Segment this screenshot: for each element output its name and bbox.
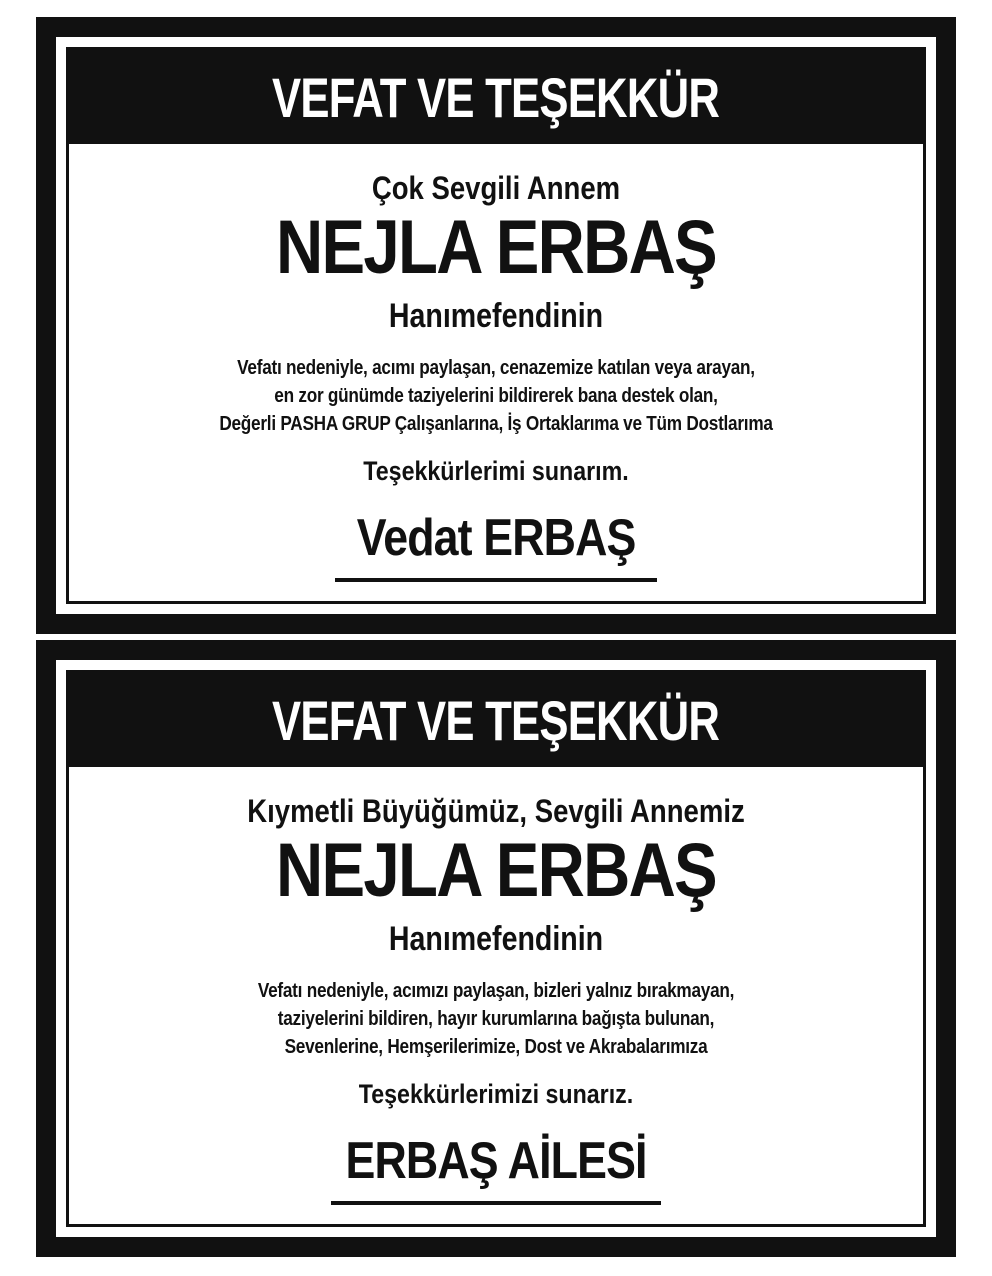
- deceased-name: NEJLA ERBAŞ: [276, 828, 716, 913]
- notice-heading-banner: [69, 673, 923, 767]
- deceased-name: NEJLA ERBAŞ: [276, 205, 716, 290]
- body-line: Değerli PASHA GRUP Çalışanlarına, İş Ortaklarıma ve Tüm Dostlarıma: [219, 413, 773, 435]
- signature-underline: [335, 578, 657, 582]
- thanks-line: Teşekkürlerimizi sunarız.: [358, 1079, 634, 1109]
- condolence-notice-2: [36, 640, 956, 1257]
- signature: Vedat ERBAŞ: [356, 509, 636, 567]
- notice-intro: Kıymetli Büyüğümüz, Sevgili Annemiz: [247, 793, 745, 829]
- notice-heading: VEFAT VE TEŞEKKÜR: [272, 688, 720, 752]
- notice-heading-banner: [69, 50, 923, 144]
- notice-body: [69, 354, 923, 438]
- signature-block: [69, 509, 923, 567]
- notice-body: [69, 977, 923, 1061]
- notice-heading: VEFAT VE TEŞEKKÜR: [272, 65, 720, 129]
- body-line: Vefatı nedeniyle, acımı paylaşan, cenazemize katılan veya arayan,: [237, 357, 755, 379]
- signature: ERBAŞ AİLESİ: [345, 1132, 647, 1190]
- honorific: Hanımefendinin: [388, 920, 604, 958]
- body-line: taziyelerini bildiren, hayır kurumlarına bağışta bulunan,: [277, 1008, 715, 1030]
- signature-underline: [331, 1201, 661, 1205]
- notice-inner-border: [66, 670, 926, 1227]
- notice-content: [69, 767, 923, 1224]
- notice-content: [69, 144, 923, 601]
- notice-intro: Çok Sevgili Annem: [371, 170, 621, 206]
- body-line: Vefatı nedeniyle, acımızı paylaşan, bizleri yalnız bırakmayan,: [257, 980, 735, 1002]
- body-line: en zor günümde taziyelerini bildirerek bana destek olan,: [274, 385, 718, 407]
- notice-frame: [56, 660, 936, 1237]
- thanks-line: Teşekkürlerimi sunarım.: [363, 456, 629, 486]
- honorific: Hanımefendinin: [388, 297, 604, 335]
- signature-block: [69, 1132, 923, 1190]
- notice-frame: [56, 37, 936, 614]
- condolence-notice-1: [36, 17, 956, 634]
- notice-inner-border: [66, 47, 926, 604]
- body-line: Sevenlerine, Hemşerilerimize, Dost ve Akrabalarımıza: [284, 1036, 708, 1058]
